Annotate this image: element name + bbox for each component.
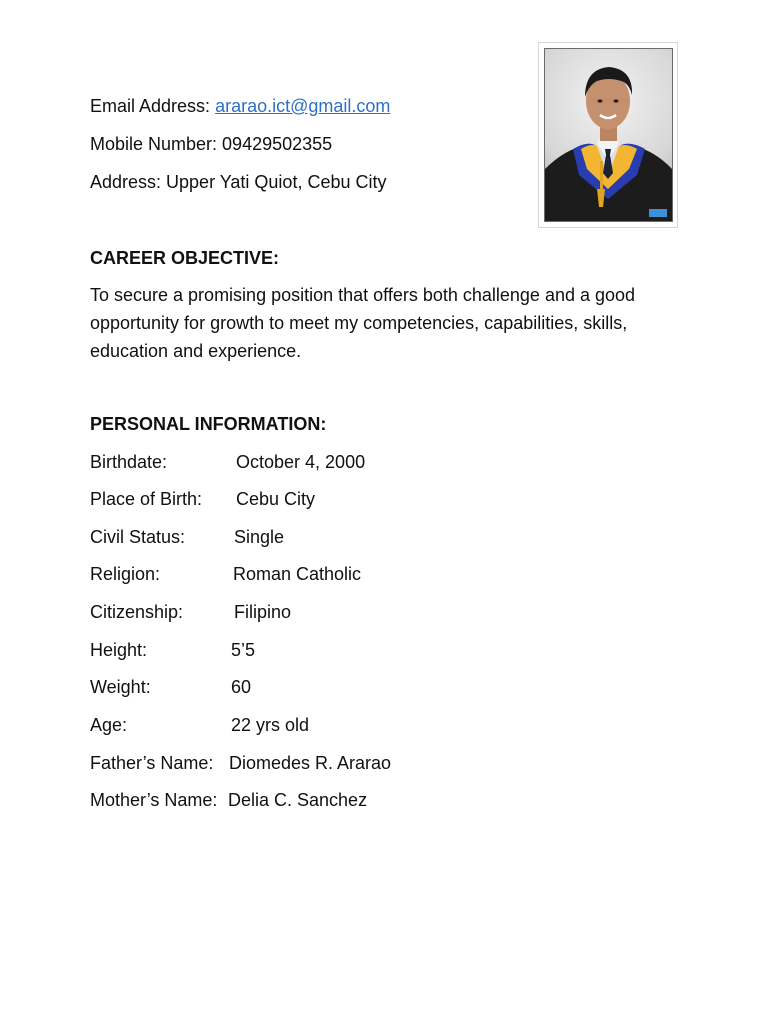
personal-row-value: Cebu City (236, 489, 316, 509)
personal-row-label: Age: (90, 715, 128, 735)
personal-info-heading: PERSONAL INFORMATION: (90, 414, 327, 434)
profile-photo (538, 42, 678, 228)
personal-row-value: 5’5 (231, 640, 256, 660)
personal-row-label: Mother’s Name: (90, 790, 218, 810)
personal-row-religion (90, 564, 362, 584)
address: Address: Upper Yati Quiot, Cebu City (90, 172, 387, 192)
personal-row-label: Citizenship: (90, 602, 184, 622)
graduation-portrait-icon (544, 48, 673, 222)
personal-row-age (90, 715, 310, 735)
personal-row-value: Delia C. Sanchez (228, 790, 368, 810)
personal-row-value: October 4, 2000 (236, 452, 366, 472)
personal-row-fathers-name (90, 753, 392, 773)
personal-row-label: Height: (90, 640, 148, 660)
personal-row-value: 60 (231, 677, 252, 697)
personal-row-place-of-birth (90, 489, 316, 509)
personal-row-value: Filipino (234, 602, 292, 622)
personal-row-mothers-name (90, 790, 368, 810)
personal-row-label: Birthdate: (90, 452, 168, 472)
mobile-number: Mobile Number: 09429502355 (90, 134, 333, 154)
personal-row-height (90, 640, 256, 660)
personal-row-label: Religion: (90, 564, 161, 584)
personal-row-label: Father’s Name: (90, 753, 214, 773)
personal-row-value: Single (234, 527, 285, 547)
email-line (90, 96, 390, 116)
personal-row-weight (90, 677, 252, 697)
personal-row-label: Weight: (90, 677, 151, 697)
personal-row-value: Diomedes R. Ararao (229, 753, 392, 773)
personal-row-citizenship (90, 602, 292, 622)
personal-row-value: Roman Catholic (233, 564, 362, 584)
email-label: Email Address: (90, 96, 216, 116)
email-link[interactable]: ararao.ict@gmail.com (215, 96, 391, 116)
career-objective-text: To secure a promising position that offers both challenge and a good opportunity for growth to meet my competencies, capabilities, skills, education and experience. (90, 285, 636, 361)
personal-row-civil-status (90, 527, 285, 547)
personal-row-label: Civil Status: (90, 527, 186, 547)
personal-row-birthdate (90, 452, 366, 472)
personal-row-value: 22 yrs old (231, 715, 310, 735)
personal-row-label: Place of Birth: (90, 489, 203, 509)
career-objective-heading: CAREER OBJECTIVE: (90, 248, 280, 268)
